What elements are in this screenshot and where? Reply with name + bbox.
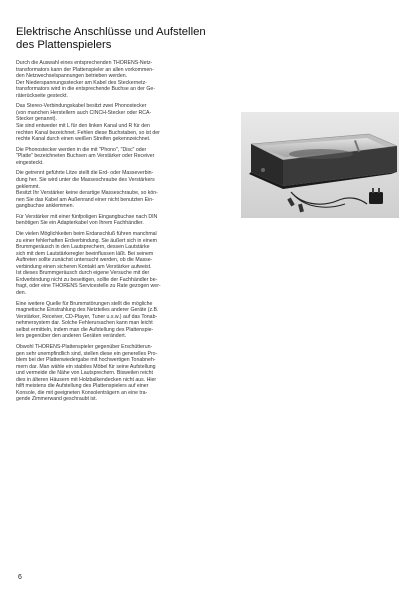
text-line: mern dar. Man wähle ein stabiles Möbel für seine Aufstellung bbox=[16, 363, 156, 370]
text-line: Der Niederspannungsstecker am Kabel des Steckernetz- bbox=[16, 79, 147, 86]
text-line: hilft meistens die Aufstellung des Plattenspielers auf einer bbox=[16, 383, 149, 390]
text-line: Erdverbindung nicht zu beseitigen, sollte der Fachhändler be- bbox=[16, 276, 158, 283]
text-line: Verstärker, Receiver, CD-Player, Tuner u.s.w.) auf das Tonab- bbox=[16, 313, 158, 320]
text-line: Besitzt Ihr Verstärker keine derartige Masseschraube, so kön- bbox=[16, 190, 158, 197]
text-line: Sie sind entweder mit L für den linken Kanal und R für den bbox=[16, 123, 150, 130]
text-line: zu einer fehlerhaften Erdverbindung. Sie äußert sich in einem bbox=[16, 237, 158, 244]
text-line: Für Verstärker mit einer fünfpoligen Eingangbuchse nach DIN bbox=[16, 213, 158, 220]
text-line: nehmersystem dar. Solche Fehlerursachen kann man leicht bbox=[16, 320, 153, 327]
text-line: Ist dieses Brummgeräusch durch eigene Versuche mit der bbox=[16, 270, 150, 277]
page-title bbox=[16, 26, 376, 51]
text-line: Eine weitere Quelle für Brummstörungen stellt die mögliche bbox=[16, 300, 153, 307]
turntable-photo bbox=[241, 112, 399, 218]
body-paragraph bbox=[16, 103, 228, 142]
text-line: Obwohl THORENS-Plattenspieler gegenüber Erschütterun- bbox=[16, 343, 153, 350]
text-line: sich mit dem Lautstärkeregler beeinflussen läßt. Bei seinem bbox=[16, 250, 154, 257]
body-text-column bbox=[16, 60, 228, 407]
text-line: dung her. Sie wird unter die Masseschraube des Verstärkers bbox=[16, 177, 155, 184]
text-line: gende Zimmerwand geschraubt ist. bbox=[16, 396, 98, 403]
text-line: den Netzwechselspannungen betrieben werden. bbox=[16, 73, 128, 80]
text-line: dies in älteren Häusern mit Holzbalkendecken nicht aus. Hier bbox=[16, 376, 157, 383]
body-paragraph bbox=[16, 170, 228, 209]
text-line: benötigen Sie ein Adapterkabel von Ihrem Fachhändler. bbox=[16, 220, 144, 227]
text-line: Das Stereo-Verbindungskabel besitzt zwei Phonostecker bbox=[16, 103, 147, 110]
text-line: lers gegenüber den anderen Geräten verändert. bbox=[16, 333, 127, 340]
text-line: Die Phonostecker werden in die mit "Phono", "Disc" oder bbox=[16, 146, 147, 153]
text-line: und vermeide die Nähe von Lautsprechern. Bisweilen reicht bbox=[16, 370, 153, 377]
body-paragraph bbox=[16, 60, 228, 99]
text-line: räterückseite gesteckt. bbox=[16, 92, 68, 99]
text-line: gen sehr unempfindlich sind, stellen diese ein generelles Pro- bbox=[16, 350, 158, 357]
text-line: Die vielen Möglichkeiten beim Erdanschluß führen manchmal bbox=[16, 231, 157, 238]
text-line: gangbuchse anklemmen. bbox=[16, 203, 74, 210]
text-line: rechten Kanal bezeichnet. Fehlen diese Buchstaben, so ist der bbox=[16, 129, 160, 136]
text-line: nen Sie das Kabel am Außenrand einer nicht benutzten Ein- bbox=[16, 196, 154, 203]
text-line: Auftreten sollte zunächst untersucht werden, ob die Masse- bbox=[16, 257, 153, 264]
text-line: Brummgeräusch in den Lautsprechern, dessen Lautstärke bbox=[16, 244, 150, 251]
title-line: des Plattenspielers bbox=[16, 38, 112, 51]
body-paragraph bbox=[16, 344, 228, 403]
page-number: 6 bbox=[18, 574, 22, 581]
text-line: geklemmt. bbox=[16, 183, 40, 190]
text-line: fragt, oder eine THORENS Servicestelle zu Rate gezogen wer- bbox=[16, 283, 161, 290]
text-line: transformators wird in die entsprechende Buchse an der Ge- bbox=[16, 86, 155, 93]
text-line: transformators kann der Plattenspieler an allen vorkommen- bbox=[16, 66, 154, 73]
text-line: Durch die Auswahl eines entsprechenden THORENS-Netz- bbox=[16, 60, 153, 66]
text-line: "Platte" bezeichneten Buchsen am Verstärker oder Receiver bbox=[16, 153, 155, 160]
text-line: Stecker genannt). bbox=[16, 116, 57, 123]
text-line: Die getrennt geführte Litze stellt die Erd- oder Masseverbin- bbox=[16, 170, 154, 177]
body-paragraph bbox=[16, 301, 228, 340]
body-paragraph bbox=[16, 231, 228, 296]
text-line: (von manchen Herstellern auch CINCH-Stecker oder RCA- bbox=[16, 109, 152, 116]
body-paragraph bbox=[16, 214, 228, 227]
text-line: magnetische Einstrahlung des Netzteiles anderer Geräte (z.B. bbox=[16, 307, 159, 314]
title-line: Elektrische Anschlüsse und Aufstellen bbox=[16, 26, 206, 38]
text-line: rechte Kanal durch einen weißen Streifen gekennzeichnet. bbox=[16, 136, 151, 143]
text-line: Konsole, die mit geeigneten Konsolenträgern an eine tra- bbox=[16, 389, 148, 396]
text-line: blem bei der Plattenwiedergabe mit hochwertigen Tonabneh- bbox=[16, 357, 156, 364]
text-line: verbindung einen sicheren Kontakt am Verstärker aufweist. bbox=[16, 263, 152, 270]
text-line: den. bbox=[16, 289, 27, 296]
body-paragraph bbox=[16, 147, 228, 167]
text-line: eingesteckt. bbox=[16, 159, 44, 166]
text-line: selbst ermitteln, indem man die Aufstellung des Plattenspie- bbox=[16, 326, 154, 333]
